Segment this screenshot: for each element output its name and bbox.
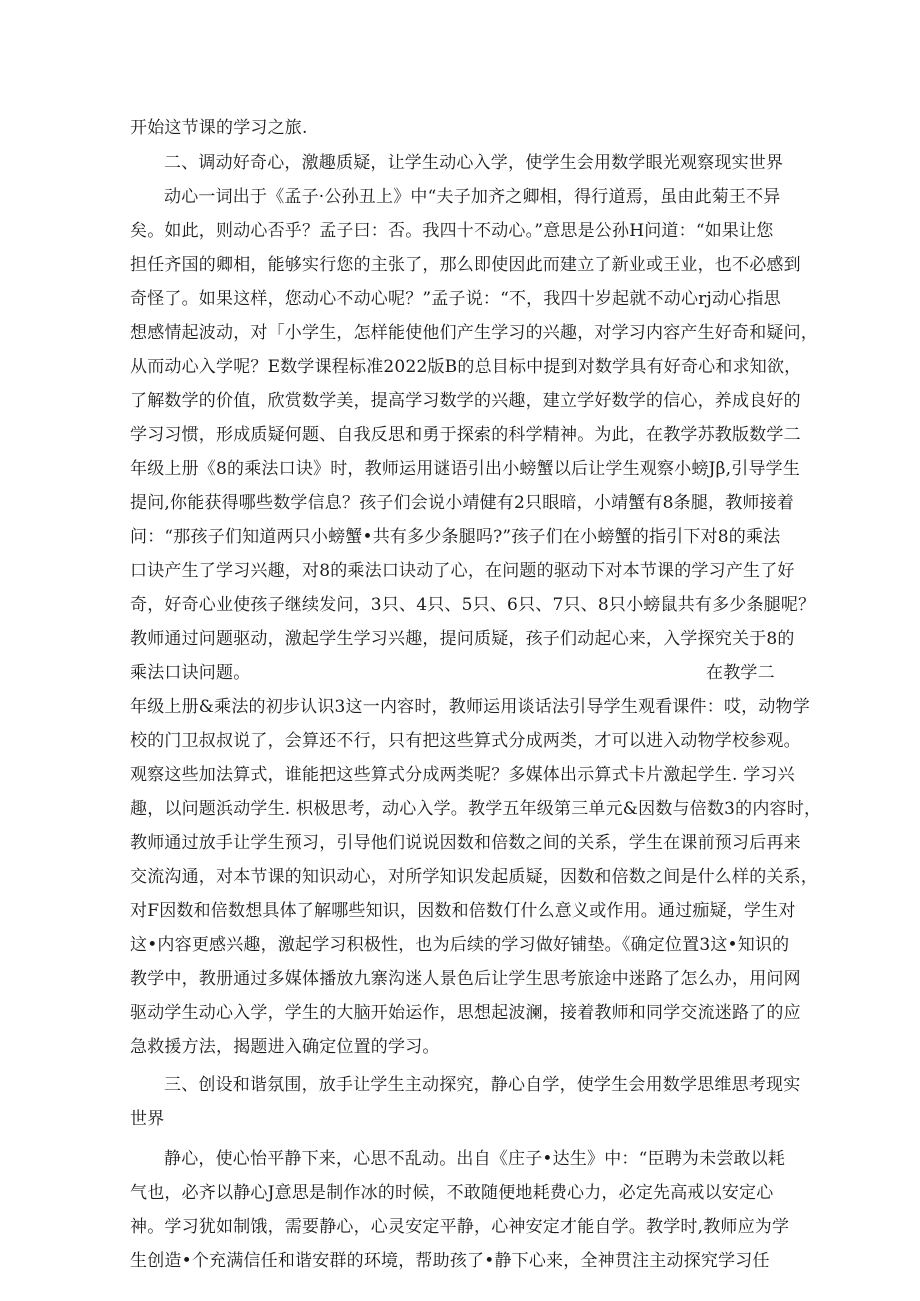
text-line: 教学中，教册通过多媒体播放九寨沟迷人景色后让学生思考旅途中迷路了怎么办，用问网 (130, 969, 801, 989)
text-line: 神。学习犹如制饿，需要静心，心灵安定平静，心神安定才能自学。教学时,教师应为学 (130, 1217, 790, 1237)
text-line: 气也，必齐以静心J意思是制作冰的时候，不敢随便地耗费心力，必定先高戒以安定心 (130, 1183, 774, 1203)
text-line: 这•内容更感兴趣，激起学习积极性，也为后续的学习做好铺垫。《确定位置3这•知识的 (130, 935, 790, 955)
text-line-segment: 乘法口诀问题。 (130, 663, 251, 683)
text-line (130, 663, 250, 683)
text-line: 口诀产生了学习兴趣，对8的乘法口诀动了心，在问题的驱动下对本节课的学习产生了好 (130, 561, 795, 581)
text-line: 奇，好奇心业使孩子继续发问，3只、4只、5只、6只、7只、8只小螃鼠共有多少条腿呢？ (130, 595, 816, 615)
text-line: 担任齐国的卿相，能够实行您的主张了，那么即使因此而建立了新业或王业，也不必感到 (130, 255, 801, 275)
text-line: 驱动学生动心入学，学生的大脑开始运作，思想起波澜，接着教师和同学交流迷路了的应 (130, 1003, 801, 1023)
text-line: 开始这节课的学习之旅. (130, 118, 308, 138)
text-line: 生创造•个充满信任和谐安群的环境，帮助孩了•静下心来，全神贯注主动探究学习任 (130, 1251, 770, 1271)
text-line: 年级上册&乘法的初步认识3这一内容时，教师运用谈话法引导学生观看课件：哎，动物学 (130, 697, 810, 717)
text-line: 教师通过问题驱动，激起学生学习兴趣，提问质疑，孩子们动起心来，入学探究关于8的 (130, 629, 795, 649)
text-line: 交流沟通，对本节课的知识动心，对所学知识发起质疑，因数和倍数之间是什么样的关系， (130, 867, 818, 887)
text-line: 了解数学的价值，欣赏数学美，提高学习数学的兴趣，建立学好数学的信心，养成良好的 (130, 391, 801, 411)
text-line: 急救援方法，揭题进入确定位置的学习。 (130, 1037, 440, 1057)
text-line: 问：“那孩子们知道两只小螃蟹•共有多少条腿吗?”孩子们在小螃蟹的指引下对8的乘法 (130, 527, 781, 547)
text-line: 静心，使心怡平静下来，心思不乱动。出自《庄子•达生》中：“臣聘为未尝敢以耗 (164, 1149, 786, 1169)
text-line: 从而动心入学呢？E数学课程标准2022版B的总目标中提到对数学具有好奇心和求知欲， (130, 357, 802, 377)
text-line: 想感情起波动，对「小学生，怎样能使他们产生学习的兴趣，对学习内容产生好奇和疑问， (130, 323, 818, 343)
section-heading-continued: 世界 (130, 1109, 165, 1129)
text-line: 提问,你能获得哪些数学信息？孩子们会说小靖健有2只眼暗，小靖蟹有8条腿，教师接着 (130, 493, 795, 513)
text-line: 校的门卫叔叔说了，会算还不行，只有把这些算式分成两类，才可以进入动物学校参观。 (130, 731, 801, 751)
text-line: 观察这些加法算式，谁能把这些算式分成两类呢？多媒体出示算式卡片激起学生. 学习兴 (130, 765, 795, 785)
text-line: 学习习惯，形成质疑何题、自我反思和勇于探索的科学精神。为此，在教学苏教版数学二 (130, 425, 801, 445)
text-line: 动心一词出于《孟子·公孙丑上》中“夫子加齐之卿相，得行道焉，虽由此菊王不异 (164, 187, 781, 207)
text-line: 矣。如此，则动心否乎？孟子曰：否。我四十不动心。”意思是公孙H问道：“如果让您 (130, 221, 774, 241)
text-line: 奇怪了。如果这样，您动心不动心呢？”孟子说：“不，我四十岁起就不动心rj动心指思 (130, 289, 781, 309)
text-line-tail: 在教学二 (706, 663, 775, 683)
text-line: 对F因数和倍数想具体了解哪些知识，因数和倍数仃什么意义或作用。通过痂疑，学生对 (130, 901, 796, 921)
text-line: 年级上册《8的乘法口诀》时，教师运用谜语引出小螃蟹以后让学生观察小螃Jβ,引导学生 (130, 459, 801, 479)
section-heading: 二、调动好奇心，激趣质疑，让学生动心入学，使学生会用数学眼光观察现实世界 (164, 153, 784, 173)
section-heading: 三、创设和谐氛围，放手让学生主动探究，静心自学，使学生会用数学思维思考现实 (164, 1075, 801, 1095)
text-line: 教师通过放手让学生预习，引导他们说说因数和倍数之间的关系，学生在课前预习后再来 (130, 833, 801, 853)
text-line: 趣，以问题浜动学生. 枳极思考，动心入学。教学五年级第三单元&因数与倍数3的内容时， (130, 799, 822, 819)
